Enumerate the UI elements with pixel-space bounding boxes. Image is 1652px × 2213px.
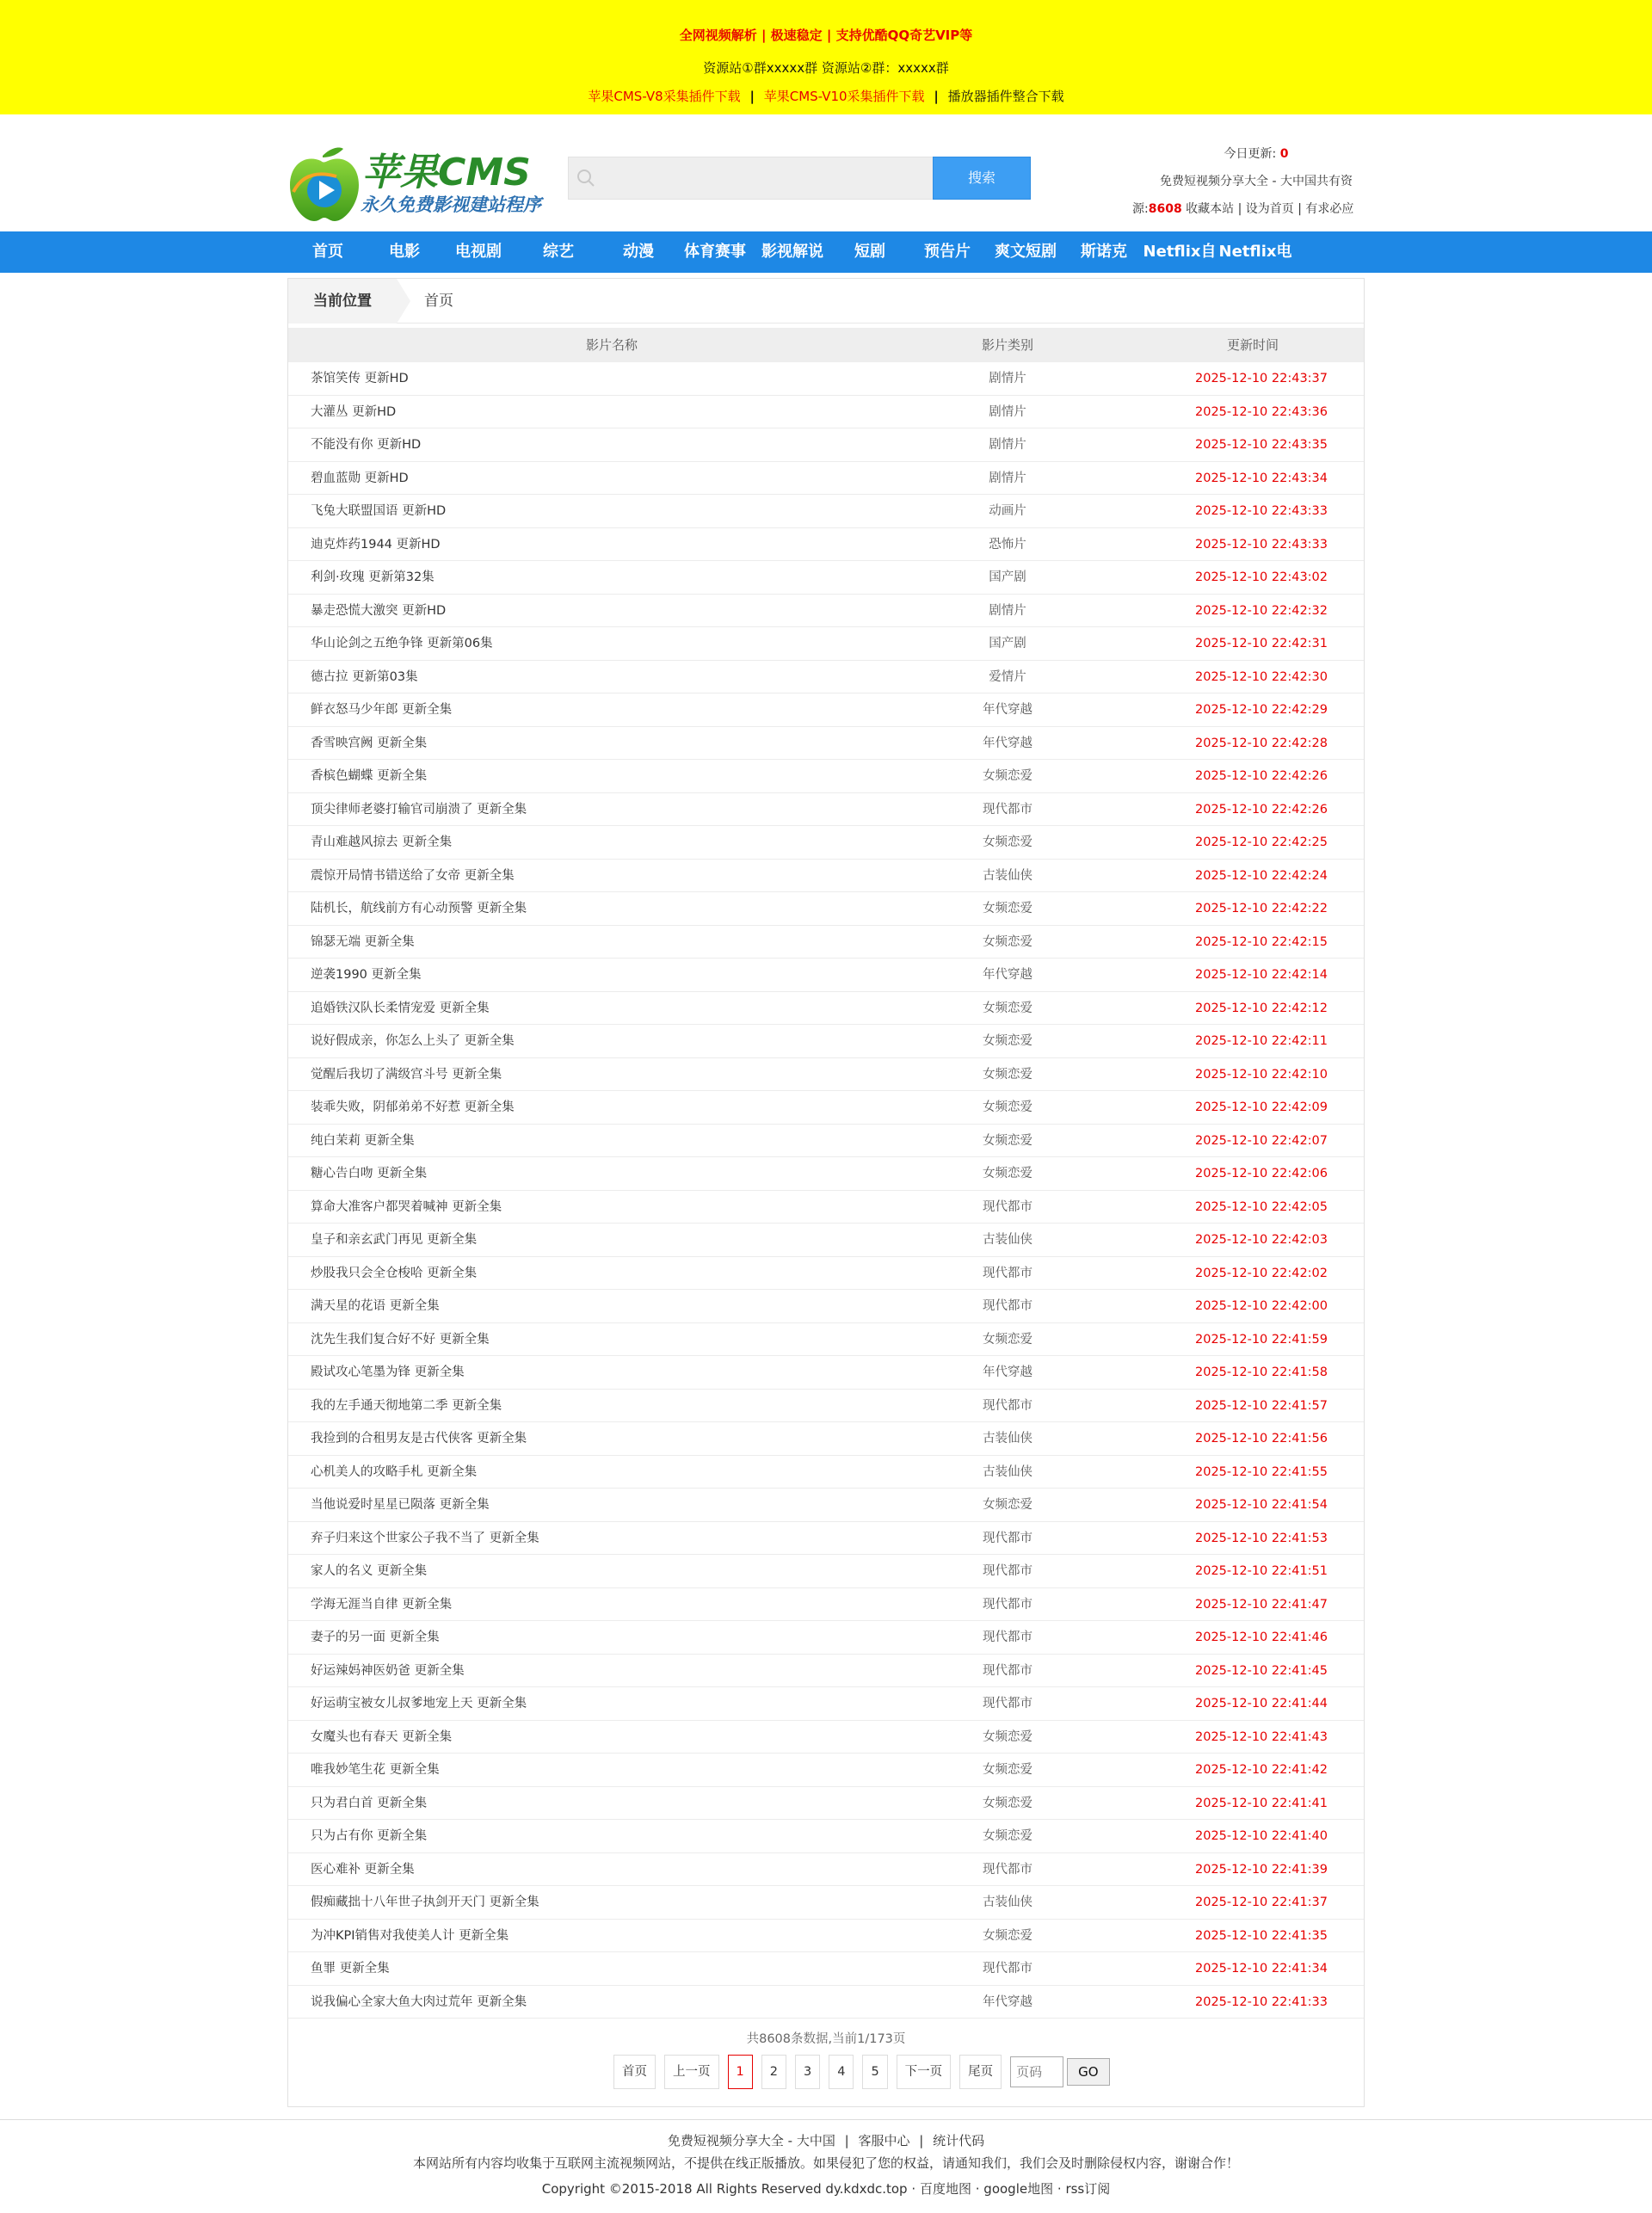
nav-item-5[interactable]: 体育赛事: [684, 243, 746, 261]
table-row: [288, 1025, 1364, 1058]
total-resource-count: 8608: [1148, 202, 1182, 216]
footer-disclaimer: 本网站所有内容均收集于互联网主流视频网站，不提供在线正版播放。如果侵犯了您的权益，请通知我们，我们会及时删除侵权内容，谢谢合作！: [412, 2155, 1239, 2171]
video-category[interactable]: 现代都市: [983, 1597, 1032, 1612]
video-title-link[interactable]: 香雪映宫阙 更新全集: [311, 736, 428, 750]
notice-links: 苹果CMS-V8采集插件下载 | 苹果CMS-V10采集插件下载 | 播放器插件整合下载: [588, 89, 1064, 104]
video-category[interactable]: 女频恋爱: [983, 1167, 1032, 1180]
video-category[interactable]: 现代都市: [983, 1962, 1032, 1976]
video-category[interactable]: 剧情片: [989, 404, 1026, 419]
table-row: [288, 1058, 1364, 1092]
pagination-info: 共8608条数据,当前1/173页: [746, 2032, 906, 2046]
svg-text:苹果CMS: 苹果CMS: [362, 151, 531, 194]
video-title-link[interactable]: 不能没有你 更新HD: [311, 438, 422, 452]
table-row: [288, 1986, 1364, 2019]
video-title-link[interactable]: 震惊开局情书错送给了女帝 更新全集: [311, 868, 515, 883]
video-title-link[interactable]: 沈先生我们复合好不好 更新全集: [311, 1332, 490, 1347]
update-time: 2025-12-10 22:42:11: [1195, 1034, 1328, 1048]
video-category[interactable]: 年代穿越: [983, 1365, 1032, 1379]
video-category[interactable]: 女频恋爱: [983, 1034, 1032, 1048]
table-row: [288, 1091, 1364, 1125]
table-row: [288, 1456, 1364, 1489]
table-row: [288, 1522, 1364, 1556]
video-category[interactable]: 女频恋爱: [983, 1133, 1032, 1148]
video-title-link[interactable]: 香槟色蝴蝶 更新全集: [311, 769, 428, 783]
update-time: 2025-12-10 22:41:46: [1195, 1630, 1328, 1644]
video-category[interactable]: 女频恋爱: [983, 769, 1032, 783]
nav-item-4[interactable]: 动漫: [623, 243, 654, 261]
favorite-link[interactable]: 收藏本站: [1186, 202, 1235, 216]
table-row: [288, 661, 1364, 694]
footer-divider: [0, 2119, 1652, 2120]
update-time: 2025-12-10 22:41:56: [1195, 1432, 1328, 1446]
video-title-link[interactable]: 觉醒后我切了满级宫斗号 更新全集: [311, 1067, 502, 1082]
update-time: 2025-12-10 22:43:35: [1195, 438, 1328, 452]
table-header: [288, 328, 1364, 362]
table-row: [288, 1886, 1364, 1920]
table-row: [288, 959, 1364, 992]
update-time: 2025-12-10 22:42:22: [1195, 902, 1328, 915]
video-category[interactable]: 国产剧: [989, 637, 1026, 650]
header-name: 影片名称: [585, 337, 638, 353]
table-row: [288, 1787, 1364, 1821]
page-4-button[interactable]: 4: [829, 2055, 854, 2089]
notice-headline: 全网视频解析 | 极速稳定 | 支持优酷QQ奇艺VIP等: [679, 28, 973, 43]
update-time: 2025-12-10 22:41:39: [1195, 1862, 1328, 1877]
update-time: 2025-12-10 22:42:32: [1195, 603, 1328, 618]
nav-item-3[interactable]: 综艺: [543, 243, 574, 261]
update-time: 2025-12-10 22:41:59: [1195, 1332, 1328, 1347]
update-time: 2025-12-10 22:42:05: [1195, 1199, 1328, 1214]
update-time: 2025-12-10 22:42:25: [1195, 835, 1328, 849]
video-title-link[interactable]: 追婚铁汉队长柔情宠爱 更新全集: [311, 1001, 490, 1015]
update-time: 2025-12-10 22:43:33: [1195, 504, 1328, 518]
update-time: 2025-12-10 22:41:43: [1195, 1729, 1328, 1744]
table-row: [288, 595, 1364, 628]
video-title-link[interactable]: 纯白茉莉 更新全集: [311, 1133, 415, 1148]
nav-item-1[interactable]: 电影: [389, 243, 420, 261]
video-category[interactable]: 女频恋爱: [983, 1100, 1032, 1114]
breadcrumb-home[interactable]: 首页: [424, 293, 453, 310]
video-category[interactable]: 现代都市: [983, 1398, 1032, 1413]
nav-item-12[interactable]: Netflix电: [1218, 243, 1292, 261]
video-title-link[interactable]: 顶尖律师老婆打输官司崩溃了 更新全集: [311, 802, 527, 817]
update-time: 2025-12-10 22:41:40: [1195, 1829, 1328, 1843]
video-title-link[interactable]: 装乖失败，阴郁弟弟不好惹 更新全集: [311, 1100, 515, 1114]
video-title-link[interactable]: 暴走恐慌大激突 更新HD: [311, 603, 447, 618]
update-time: 2025-12-10 22:43:37: [1195, 372, 1328, 385]
video-category[interactable]: 女频恋爱: [983, 1796, 1032, 1810]
update-time: 2025-12-10 22:43:33: [1195, 537, 1328, 552]
video-title-link[interactable]: 陆机长，航线前方有心动预警 更新全集: [311, 902, 527, 915]
search-box: [568, 157, 934, 200]
breadcrumb-arrow: [397, 279, 410, 324]
table-row: [288, 1390, 1364, 1423]
rss-link[interactable]: rss订阅: [1065, 2181, 1111, 2197]
set-homepage-link[interactable]: 设为首页: [1245, 202, 1294, 216]
video-title-link[interactable]: 心机美人的攻略手札 更新全集: [311, 1464, 478, 1479]
request-link[interactable]: 有求必应: [1305, 202, 1354, 216]
video-category[interactable]: 古装仙侠: [983, 868, 1032, 883]
copyright-text: Copyright ©2015-2018 All Rights Reserved dy.kdxdc.top: [541, 2181, 908, 2197]
video-category[interactable]: 年代穿越: [983, 968, 1032, 982]
video-title-link[interactable]: 算命大准客户都哭着喊神 更新全集: [311, 1199, 502, 1214]
search-button[interactable]: 搜索: [933, 157, 1031, 200]
video-title-link[interactable]: 飞兔大联盟国语 更新HD: [311, 504, 447, 518]
table-row: [288, 1290, 1364, 1323]
table-row: [288, 1555, 1364, 1588]
video-category[interactable]: 女频恋爱: [983, 1829, 1032, 1843]
search-input[interactable]: [600, 157, 927, 199]
table-row: [288, 1687, 1364, 1721]
video-title-link[interactable]: 鲜衣怒马少年郎 更新全集: [311, 703, 453, 717]
update-time: 2025-12-10 22:42:14: [1195, 968, 1328, 982]
video-title-link[interactable]: 只为君白首 更新全集: [311, 1796, 428, 1810]
footer-site-link[interactable]: 免费短视频分享大全 - 大中国: [667, 2133, 835, 2148]
table-row: [288, 1853, 1364, 1887]
video-category[interactable]: 古装仙侠: [983, 1432, 1032, 1446]
video-category[interactable]: 女频恋爱: [983, 1928, 1032, 1943]
update-time: 2025-12-10 22:41:54: [1195, 1498, 1328, 1512]
video-category[interactable]: 国产剧: [989, 570, 1026, 584]
video-category[interactable]: 女频恋爱: [983, 1498, 1032, 1512]
stats-code-link[interactable]: 统计代码: [933, 2133, 985, 2148]
nav-item-6[interactable]: 影视解说: [761, 243, 823, 261]
update-time: 2025-12-10 22:42:12: [1195, 1001, 1328, 1015]
table-row: [288, 1820, 1364, 1853]
video-category[interactable]: 年代穿越: [983, 1994, 1032, 2009]
video-title-link[interactable]: 殿试攻心笔墨为锋 更新全集: [311, 1365, 465, 1379]
video-title-link[interactable]: 我的左手通天彻地第二季 更新全集: [311, 1398, 502, 1413]
video-category[interactable]: 动画片: [989, 504, 1026, 518]
table-row: [288, 1489, 1364, 1522]
update-time: 2025-12-10 22:41:42: [1195, 1763, 1328, 1777]
table-row: [288, 362, 1364, 396]
update-time: 2025-12-10 22:41:35: [1195, 1928, 1328, 1943]
video-category[interactable]: 年代穿越: [983, 703, 1032, 717]
update-time: 2025-12-10 22:41:47: [1195, 1597, 1328, 1612]
video-title-link[interactable]: 鱼罪 更新全集: [311, 1962, 390, 1976]
svg-text:永久免费影视建站程序: 永久免费影视建站程序: [361, 194, 541, 215]
nav-item-10[interactable]: 斯诺克: [1081, 243, 1127, 261]
table-row: [288, 1721, 1364, 1754]
video-title-link[interactable]: 只为占有你 更新全集: [311, 1829, 428, 1843]
update-time: 2025-12-10 22:41:45: [1195, 1663, 1328, 1678]
table-row: [288, 760, 1364, 793]
video-category[interactable]: 女频恋爱: [983, 1001, 1032, 1015]
apple-icon: [290, 147, 359, 221]
header-time: 更新时间: [1226, 337, 1279, 353]
table-row: [288, 1125, 1364, 1158]
video-title-link[interactable]: 女魔头也有春天 更新全集: [311, 1729, 453, 1744]
pagination: [613, 2054, 1110, 2090]
video-title-link[interactable]: 假痴藏拙十八年世子执剑开天门 更新全集: [311, 1896, 539, 1909]
baidu-map-link[interactable]: 百度地图: [919, 2181, 971, 2197]
update-time: 2025-12-10 22:41:58: [1195, 1365, 1328, 1379]
video-category[interactable]: 女频恋爱: [983, 1729, 1032, 1744]
update-time: 2025-12-10 22:41:34: [1195, 1962, 1328, 1976]
nav-item-8[interactable]: 预告片: [924, 243, 971, 261]
table-row: [288, 1754, 1364, 1787]
google-map-link[interactable]: google地图: [983, 2181, 1054, 2197]
footer-copyright-line: Copyright ©2015-2018 All Rights Reserved dy.kdxdc.top · 百度地图 · google地图 · rss订阅: [541, 2181, 1111, 2197]
table-row: [288, 495, 1364, 528]
update-time: 2025-12-10 22:42:10: [1195, 1067, 1328, 1082]
update-time: 2025-12-10 22:42:26: [1195, 769, 1328, 783]
table-row: [288, 1621, 1364, 1655]
video-title-link[interactable]: 医心难补 更新全集: [311, 1862, 415, 1877]
search-icon: [576, 169, 595, 191]
video-title-link[interactable]: 好运萌宝被女儿叔爹地宠上天 更新全集: [311, 1697, 527, 1711]
video-category[interactable]: 女频恋爱: [983, 902, 1032, 915]
go-button[interactable]: GO: [1067, 2058, 1109, 2086]
video-title-link[interactable]: 为冲KPI销售对我使美人计 更新全集: [311, 1928, 509, 1943]
notice-qq-groups: 资源站①群xxxxx群 资源站②群：xxxxx群: [703, 60, 949, 76]
video-category[interactable]: 女频恋爱: [983, 1067, 1032, 1082]
site-logo[interactable]: [288, 142, 546, 224]
video-category[interactable]: 古装仙侠: [983, 1464, 1032, 1479]
video-category[interactable]: 剧情片: [989, 372, 1026, 385]
table-row: [288, 561, 1364, 595]
video-category[interactable]: 现代都市: [983, 1564, 1032, 1578]
update-time: 2025-12-10 22:42:00: [1195, 1299, 1328, 1313]
table-row: [288, 1920, 1364, 1953]
table-row: [288, 1191, 1364, 1224]
video-title-link[interactable]: 大灌丛 更新HD: [311, 404, 397, 419]
video-category[interactable]: 女频恋爱: [983, 1763, 1032, 1777]
update-time: 2025-12-10 22:42:24: [1195, 868, 1328, 883]
video-title-link[interactable]: 当他说爱时星星已陨落 更新全集: [311, 1498, 490, 1512]
video-title-link[interactable]: 逆袭1990 更新全集: [311, 968, 422, 982]
table-row: [288, 727, 1364, 761]
page-2-button[interactable]: 2: [761, 2055, 786, 2089]
page-3-button[interactable]: 3: [795, 2055, 820, 2089]
prev-page-button[interactable]: 上一页: [664, 2055, 719, 2089]
last-page-button[interactable]: 尾页: [959, 2055, 1002, 2089]
v10-plugin-link[interactable]: 苹果CMS-V10采集插件下载: [763, 89, 925, 104]
table-row: [288, 860, 1364, 893]
video-category[interactable]: 现代都市: [983, 1862, 1032, 1877]
table-row: [288, 1952, 1364, 1986]
today-update-count: 0: [1279, 147, 1289, 161]
nav-item-0[interactable]: 首页: [312, 243, 343, 261]
video-title-link[interactable]: 德古拉 更新第03集: [311, 669, 418, 684]
video-title-link[interactable]: 皇子和亲玄武门再见 更新全集: [311, 1233, 478, 1247]
header-links: 源:8608 收藏本站 | 设为首页 | 有求必应: [1132, 202, 1354, 216]
update-time: 2025-12-10 22:41:53: [1195, 1531, 1328, 1545]
table-row: [288, 693, 1364, 727]
table-row: [288, 462, 1364, 496]
video-category[interactable]: 现代都市: [983, 1630, 1032, 1644]
video-list: [288, 362, 1364, 2019]
video-category[interactable]: 现代都市: [983, 1299, 1032, 1313]
video-category[interactable]: 现代都市: [983, 1663, 1032, 1678]
breadcrumb-current-label: 当前位置: [288, 279, 397, 324]
breadcrumb: [288, 279, 1364, 324]
nav-item-9[interactable]: 爽文短剧: [995, 243, 1057, 261]
update-time: 2025-12-10 22:42:15: [1195, 934, 1328, 949]
update-time: 2025-12-10 22:42:07: [1195, 1133, 1328, 1148]
next-page-button[interactable]: 下一页: [897, 2055, 952, 2089]
video-title-link[interactable]: 唯我妙笔生花 更新全集: [311, 1763, 440, 1777]
video-category[interactable]: 恐怖片: [989, 537, 1026, 552]
table-row: [288, 1356, 1364, 1390]
update-time: 2025-12-10 22:42:06: [1195, 1167, 1328, 1180]
video-category[interactable]: 女频恋爱: [983, 835, 1032, 849]
video-category[interactable]: 女频恋爱: [983, 934, 1032, 949]
page-5-button[interactable]: 5: [862, 2055, 887, 2089]
video-title-link[interactable]: 好运辣妈神医奶爸 更新全集: [311, 1663, 465, 1678]
player-plugin-link[interactable]: 播放器插件整合下载: [947, 89, 1064, 104]
update-time: 2025-12-10 22:42:26: [1195, 802, 1328, 817]
footer-links: 免费短视频分享大全 - 大中国 | 客服中心 | 统计代码: [667, 2133, 985, 2148]
table-row: [288, 396, 1364, 429]
table-row: [288, 1323, 1364, 1357]
update-time: 2025-12-10 22:42:31: [1195, 637, 1328, 650]
today-update: 今日更新: 0: [1224, 147, 1289, 161]
first-page-button[interactable]: 首页: [613, 2055, 656, 2089]
main-content: [287, 278, 1365, 2107]
video-category[interactable]: 古装仙侠: [983, 1233, 1032, 1247]
video-title-link[interactable]: 说我偏心全家大鱼大肉过荒年 更新全集: [311, 1994, 527, 2009]
top-notice-bar: [0, 0, 1652, 114]
table-row: [288, 1224, 1364, 1257]
video-category[interactable]: 现代都市: [983, 1697, 1032, 1711]
nav-item-7[interactable]: 短剧: [854, 243, 885, 261]
update-time: 2025-12-10 22:42:28: [1195, 736, 1328, 750]
site-summary: 免费短视频分享大全 - 大中国共有资: [1160, 175, 1353, 188]
update-time: 2025-12-10 22:42:03: [1195, 1233, 1328, 1247]
header-category: 影片类别: [981, 337, 1033, 353]
video-title-link[interactable]: 利剑·玫瑰 更新第32集: [311, 570, 435, 584]
update-time: 2025-12-10 22:41:51: [1195, 1564, 1328, 1578]
page-1-button[interactable]: 1: [728, 2055, 753, 2089]
video-title-link[interactable]: 青山难越风掠去 更新全集: [311, 835, 453, 849]
table-row: [288, 992, 1364, 1026]
update-time: 2025-12-10 22:43:36: [1195, 404, 1328, 419]
main-nav: [0, 231, 1652, 273]
video-category[interactable]: 现代都市: [983, 1266, 1032, 1280]
video-title-link[interactable]: 妻子的另一面 更新全集: [311, 1630, 440, 1644]
table-row: [288, 793, 1364, 827]
v8-plugin-link[interactable]: 苹果CMS-V8采集插件下载: [588, 89, 741, 104]
table-row: [288, 627, 1364, 661]
table-row: [288, 892, 1364, 926]
update-time: 2025-12-10 22:41:57: [1195, 1398, 1328, 1413]
video-title-link[interactable]: 满天星的花语 更新全集: [311, 1299, 440, 1313]
customer-service-link[interactable]: 客服中心: [858, 2133, 910, 2148]
video-title-link[interactable]: 糖心告白吻 更新全集: [311, 1167, 428, 1180]
video-title-link[interactable]: 弃子归来这个世家公子我不当了 更新全集: [311, 1531, 539, 1545]
table-row: [288, 926, 1364, 959]
update-time: 2025-12-10 22:42:30: [1195, 669, 1328, 684]
update-time: 2025-12-10 22:43:02: [1195, 570, 1328, 584]
update-time: 2025-12-10 22:42:29: [1195, 703, 1328, 717]
update-time: 2025-12-10 22:42:02: [1195, 1266, 1328, 1280]
table-row: [288, 1655, 1364, 1688]
nav-item-11[interactable]: Netflix自: [1143, 243, 1217, 261]
video-category[interactable]: 爱情片: [989, 669, 1026, 684]
video-category[interactable]: 现代都市: [983, 1531, 1032, 1545]
update-time: 2025-12-10 22:43:34: [1195, 471, 1328, 485]
video-title-link[interactable]: 锦瑟无端 更新全集: [311, 934, 415, 949]
video-title-link[interactable]: 迪克炸药1944 更新HD: [311, 537, 441, 552]
table-row: [288, 1422, 1364, 1456]
nav-item-2[interactable]: 电视剧: [455, 243, 502, 261]
update-time: 2025-12-10 22:42:09: [1195, 1100, 1328, 1114]
page-number-input[interactable]: [1010, 2056, 1063, 2087]
video-title-link[interactable]: 华山论剑之五绝争锋 更新第06集: [311, 637, 493, 650]
video-category[interactable]: 古装仙侠: [983, 1896, 1032, 1909]
video-title-link[interactable]: 家人的名义 更新全集: [311, 1564, 428, 1578]
video-title-link[interactable]: 炒股我只会全仓梭哈 更新全集: [311, 1266, 478, 1280]
update-time: 2025-12-10 22:41:37: [1195, 1896, 1328, 1909]
table-row: [288, 1257, 1364, 1291]
table-row: [288, 1588, 1364, 1622]
update-time: 2025-12-10 22:41:41: [1195, 1796, 1328, 1810]
video-title-link[interactable]: 说好假成亲，你怎么上头了 更新全集: [311, 1034, 515, 1048]
video-category[interactable]: 剧情片: [989, 603, 1026, 618]
video-title-link[interactable]: 碧血蓝勋 更新HD: [311, 471, 409, 485]
video-category[interactable]: 现代都市: [983, 802, 1032, 817]
video-category[interactable]: 女频恋爱: [983, 1332, 1032, 1347]
video-category[interactable]: 剧情片: [989, 471, 1026, 485]
update-time: 2025-12-10 22:41:33: [1195, 1994, 1328, 2009]
table-row: [288, 826, 1364, 860]
video-title-link[interactable]: 学海无涯当自律 更新全集: [311, 1597, 453, 1612]
table-row: [288, 1157, 1364, 1191]
update-time: 2025-12-10 22:41:44: [1195, 1697, 1328, 1711]
table-row: [288, 528, 1364, 562]
update-time: 2025-12-10 22:41:55: [1195, 1464, 1328, 1479]
video-category[interactable]: 剧情片: [989, 438, 1026, 452]
video-title-link[interactable]: 茶馆笑传 更新HD: [311, 372, 409, 385]
table-row: [288, 428, 1364, 462]
video-title-link[interactable]: 我捡到的合租男友是古代侠客 更新全集: [311, 1432, 527, 1446]
video-category[interactable]: 年代穿越: [983, 736, 1032, 750]
video-category[interactable]: 现代都市: [983, 1199, 1032, 1214]
